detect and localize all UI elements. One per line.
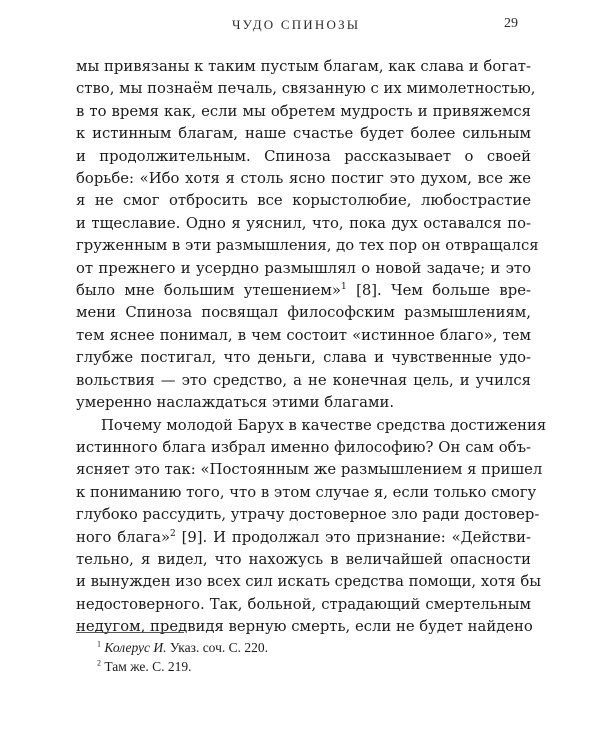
text-line: ство, мы познаём печаль, связанную с их мимолетностью, [76, 80, 536, 98]
body-text [76, 56, 547, 639]
text-line: вольствия — это средство, а не конечная цель, и учился [76, 371, 531, 389]
text-line: к пониманию того, что в этом случае я, если только смогу [76, 483, 537, 501]
footnote-ref-2[interactable]: 2 [170, 528, 176, 539]
footnote-2 [97, 657, 268, 676]
footnote-mark: 2 [97, 658, 101, 668]
footnote-text: Указ. соч. С. 220. [166, 640, 269, 655]
page-number: 29 [504, 16, 518, 31]
text-line: мы привязаны к таким пустым благам, как слава и богат- [76, 58, 531, 75]
paragraph-2 [76, 415, 547, 639]
text-line: истинного блага избрал именно философию? Он сам объ- [76, 438, 531, 456]
footnote-text: Там же. С. 219. [104, 659, 192, 674]
text-line: и тщеславие. Одно я уяснил, что, пока дух оставался по- [76, 214, 531, 232]
footnote-divider [76, 632, 184, 633]
text-line: умеренно наслаждаться этими благами. [76, 394, 395, 412]
text-line: от прежнего и усердно размышлял о новой задаче; и это [76, 259, 531, 277]
text-line: недостоверного. Так, больной, страдающий смертельным [76, 595, 531, 613]
text-line: недугом, предвидя верную смерть, если не будет найдено [76, 618, 533, 636]
text-segment: [9]. И продолжал это признание: «Действи- [175, 528, 531, 546]
text-line: я не смог отбросить все корыстолюбие, любострастие [76, 192, 531, 210]
text-segment: [8]. Чем больше вре- [346, 282, 531, 300]
text-line: Почему молодой Барух в качестве средства достижения [101, 416, 547, 434]
text-line: тем яснее понимал, в чем состоит «истинное благо», тем [76, 326, 531, 344]
footnote-mark: 1 [97, 639, 101, 649]
text-line: мени Спиноза посвящал философским размышлениям, [76, 304, 531, 322]
text-line: тельно, я видел, что нахожусь в величайшей опасности [76, 550, 531, 568]
running-head [0, 17, 600, 37]
text-segment: было мне большим утешением» [76, 282, 341, 300]
footnotes [97, 638, 268, 676]
text-line: ясняет это так: «Постоянным же размышлением я пришел [76, 461, 543, 479]
paragraph-1 [76, 56, 539, 415]
running-title: ЧУДО СПИНОЗЫ [232, 17, 361, 32]
footnote-author: Колерус И. [104, 640, 167, 655]
text-line: борьбе: «Ибо хотя я столь ясно постиг это духом, все же [76, 170, 531, 188]
footnote-ref-1[interactable]: 1 [340, 282, 347, 293]
text-line: и вынужден изо всех сил искать средства помощи, хотя бы [76, 573, 542, 591]
text-line: к истинным благам, наше счастье будет более сильным [76, 125, 531, 143]
text-line: глубоко рассудить, утрачу достоверное зло ради достовер- [76, 506, 540, 524]
text-line [76, 280, 531, 302]
text-line [76, 527, 531, 549]
text-line: глубже постигал, что деньги, слава и чувственные удо- [76, 349, 531, 367]
text-line: груженным в эти размышления, до тех пор он отвращался [76, 237, 539, 255]
text-segment: ного блага» [76, 528, 171, 546]
text-line: и продолжительным. Спиноза рассказывает о своей [76, 147, 531, 165]
text-line: в то время как, если мы обретем мудрость и привяжемся [76, 102, 531, 120]
footnote-1 [97, 638, 268, 657]
